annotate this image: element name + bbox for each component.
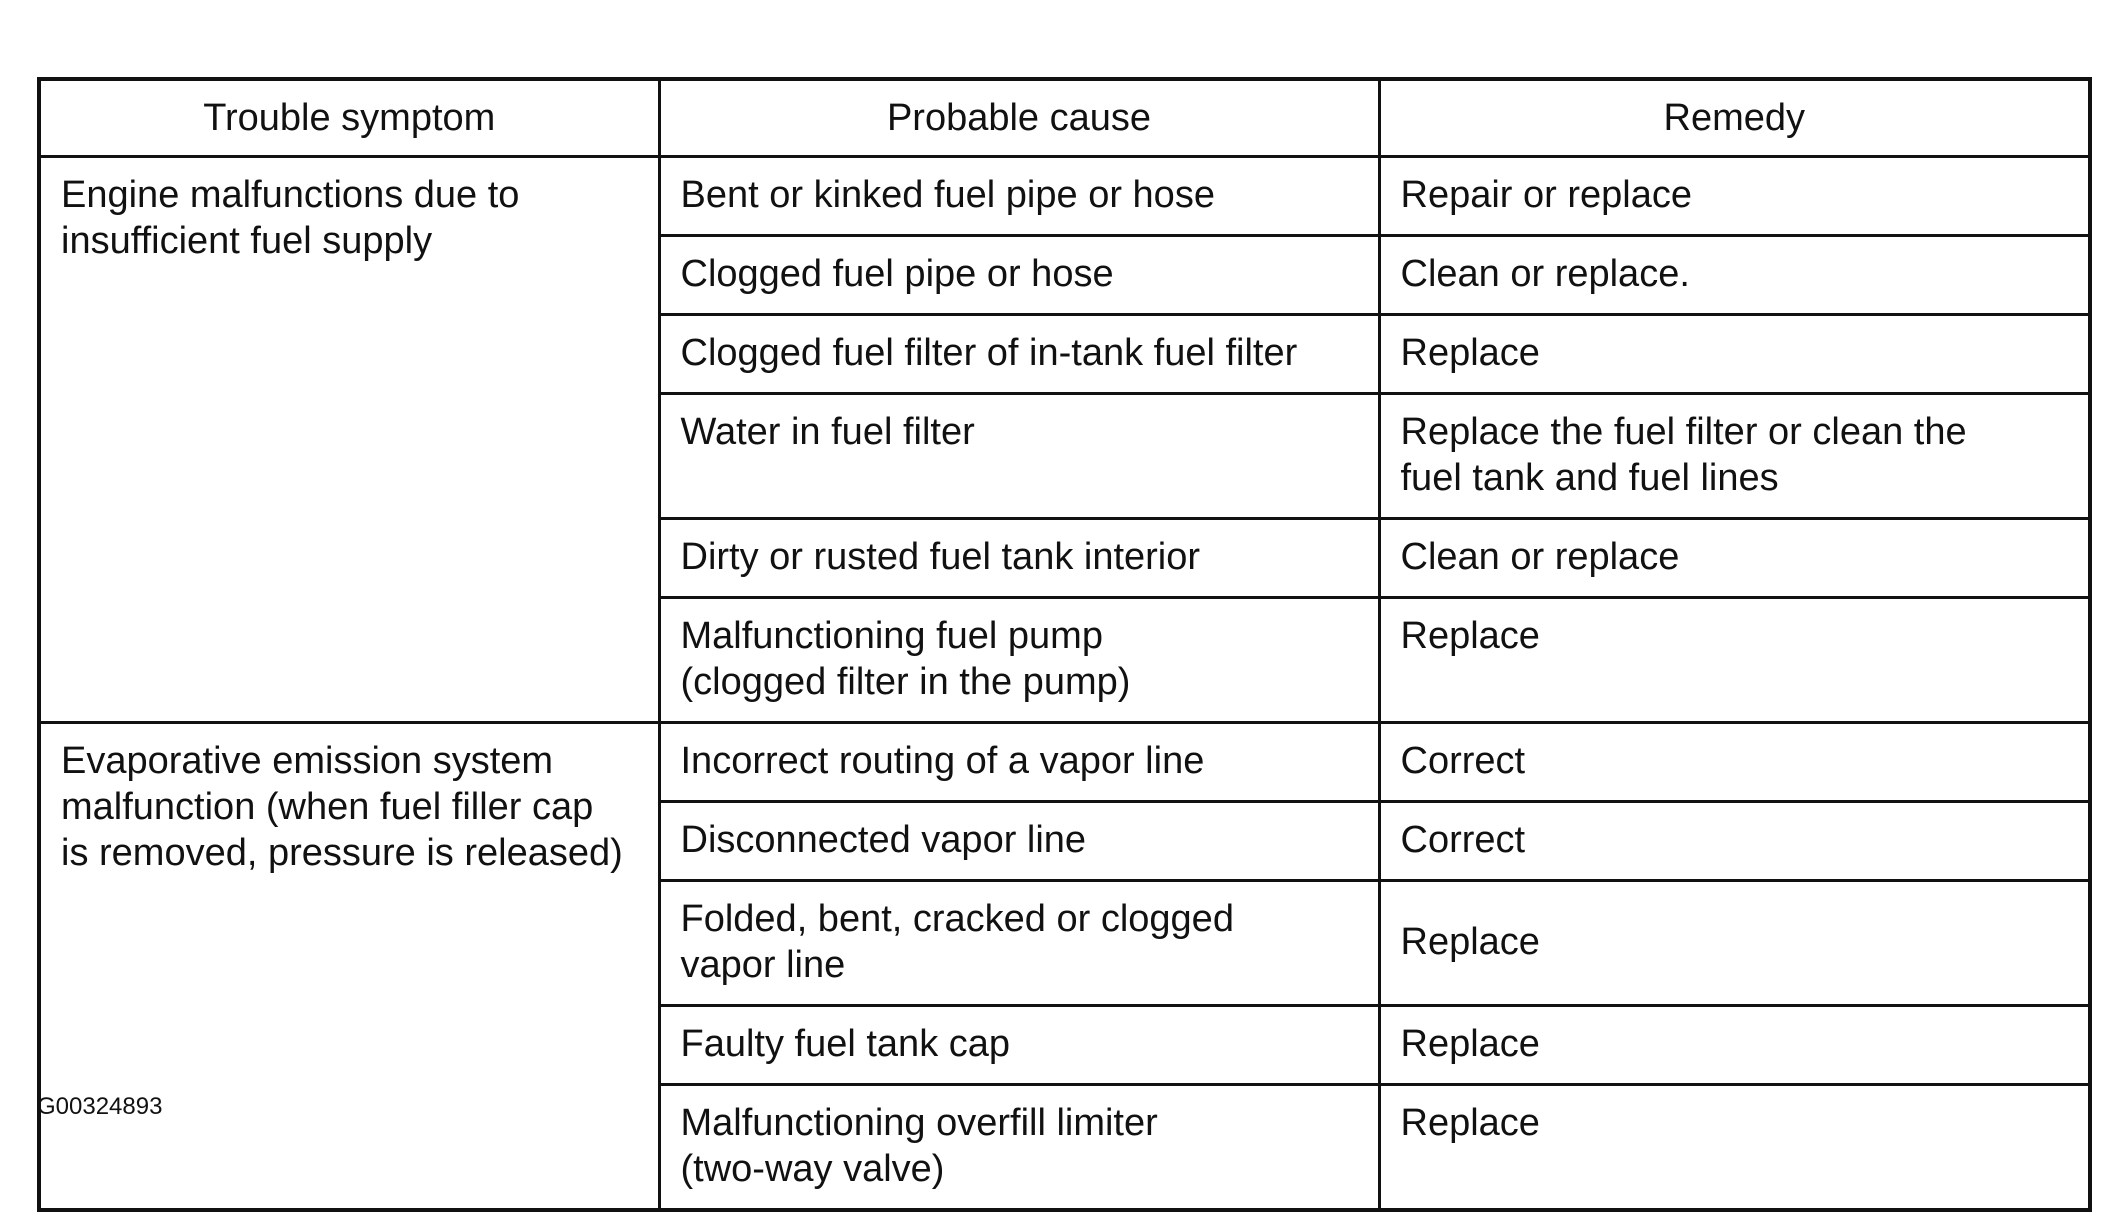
table-header-row <box>39 79 2090 157</box>
cause-cell: Water in fuel filter <box>659 394 1379 519</box>
symptom-cell: Engine malfunctions due to insufficient fuel supply <box>39 157 659 723</box>
remedy-cell: Replace <box>1379 598 2090 723</box>
remedy-cell: Correct <box>1379 802 2090 881</box>
header-remedy: Remedy <box>1379 79 2090 157</box>
remedy-cell: Replace the fuel filter or clean the fuel tank and fuel lines <box>1379 394 2090 519</box>
cause-cell: Clogged fuel pipe or hose <box>659 236 1379 315</box>
remedy-cell: Clean or replace <box>1379 519 2090 598</box>
remedy-cell: Replace <box>1379 315 2090 394</box>
table-row <box>39 723 2090 802</box>
remedy-cell: Clean or replace. <box>1379 236 2090 315</box>
remedy-cell: Replace <box>1379 881 2090 1006</box>
cause-cell: Malfunctioning overfill limiter (two-way valve) <box>659 1085 1379 1211</box>
cause-cell: Dirty or rusted fuel tank interior <box>659 519 1379 598</box>
symptom-cell: Evaporative emission system malfunction (when fuel filler cap is removed, pressure is released) <box>39 723 659 1211</box>
cause-cell: Malfunctioning fuel pump (clogged filter in the pump) <box>659 598 1379 723</box>
cause-cell: Bent or kinked fuel pipe or hose <box>659 157 1379 236</box>
cause-cell: Faulty fuel tank cap <box>659 1006 1379 1085</box>
header-probable-cause: Probable cause <box>659 79 1379 157</box>
cause-cell: Disconnected vapor line <box>659 802 1379 881</box>
cause-cell: Incorrect routing of a vapor line <box>659 723 1379 802</box>
cause-cell: Folded, bent, cracked or clogged vapor line <box>659 881 1379 1006</box>
remedy-cell: Replace <box>1379 1006 2090 1085</box>
remedy-cell: Repair or replace <box>1379 157 2090 236</box>
cause-cell: Clogged fuel filter of in-tank fuel filter <box>659 315 1379 394</box>
table-row <box>39 157 2090 236</box>
figure-code: G00324893 <box>37 1093 163 1120</box>
header-trouble-symptom: Trouble symptom <box>39 79 659 157</box>
remedy-cell: Correct <box>1379 723 2090 802</box>
remedy-cell: Replace <box>1379 1085 2090 1211</box>
trouble-diagnosis-table <box>37 77 2092 1212</box>
